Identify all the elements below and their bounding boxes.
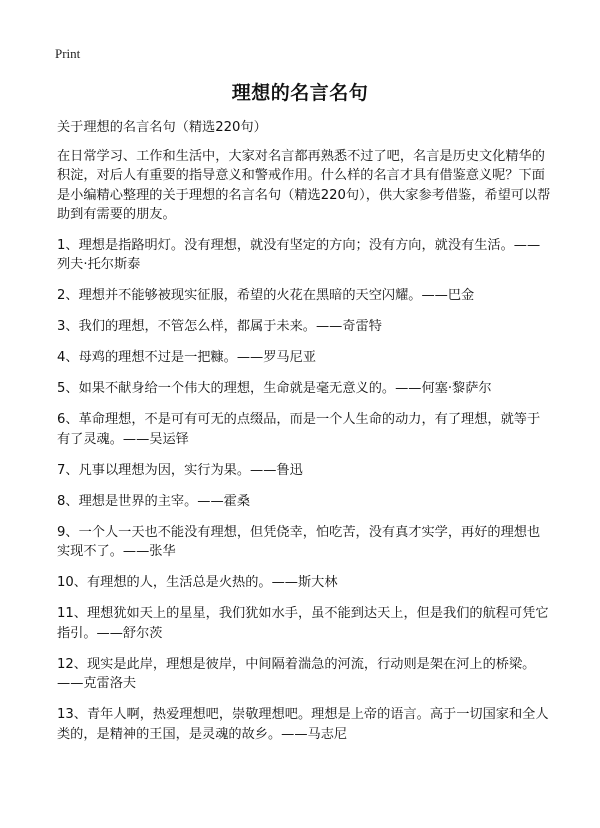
- quote-item: 7、凡事以理想为因，实行为果。——鲁迅: [57, 462, 303, 478]
- quote-list: [57, 236, 551, 745]
- intro-paragraph: 在日常学习、工作和生活中，大家对名言都再熟悉不过了吧，名言是历史文化精华的积淀，对后人有重要的指导意义和警戒作用。什么样的名言才具有借鉴意义呢？下面是小编精心整理的关于理想的名言名句（精选220句），供大家参考借鉴，希望可以帮助到有需要的朋友。: [57, 148, 551, 222]
- print-link[interactable]: Print: [55, 46, 81, 61]
- quote-item: 1、理想是指路明灯。没有理想，就没有坚定的方向；没有方向，就没有生活。——列夫·托尔斯泰: [57, 237, 541, 272]
- quote-item: 3、我们的理想，不管怎么样，都属于未来。——奇雷特: [57, 319, 382, 334]
- quote-item: 13、青年人啊，热爱理想吧，崇敬理想吧。理想是上帝的语言。高于一切国家和全人类的，是精神的王国，是灵魂的故乡。——马志尼: [57, 707, 549, 742]
- quote-item: 10、有理想的人，生活总是火热的。——斯大林: [57, 575, 338, 590]
- quote-item: 5、如果不献身给一个伟大的理想，生命就是毫无意义的。——何塞·黎萨尔: [57, 381, 492, 396]
- quote-item: 11、理想犹如天上的星星，我们犹如水手，虽不能到达天上，但是我们的航程可凭它指引。——舒尔茨: [57, 606, 549, 641]
- quote-item: 9、一个人一天也不能没有理想，但凭侥幸，怕吃苦，没有真才实学，再好的理想也实现不了。——张华: [57, 524, 541, 559]
- quote-item: 12、现实是此岸，理想是彼岸，中间隔着湍急的河流，行动则是架在河上的桥梁。——克雷洛夫: [57, 656, 536, 691]
- article-body: [57, 118, 551, 756]
- quote-item: 8、理想是世界的主宰。——霍桑: [57, 493, 251, 509]
- page-title: 理想的名言名句: [231, 82, 369, 104]
- quote-item: 4、母鸡的理想不过是一把糠。——罗马尼亚: [57, 350, 316, 365]
- quote-item: 2、理想并不能够被现实征服，希望的火花在黑暗的天空闪耀。——巴金: [57, 288, 475, 303]
- quote-item: 6、革命理想，不是可有可无的点缀品，而是一个人生命的动力，有了理想，就等于有了灵魂。——吴运铎: [57, 412, 541, 447]
- article-subtitle: 关于理想的名言名句（精选220句）: [57, 120, 267, 135]
